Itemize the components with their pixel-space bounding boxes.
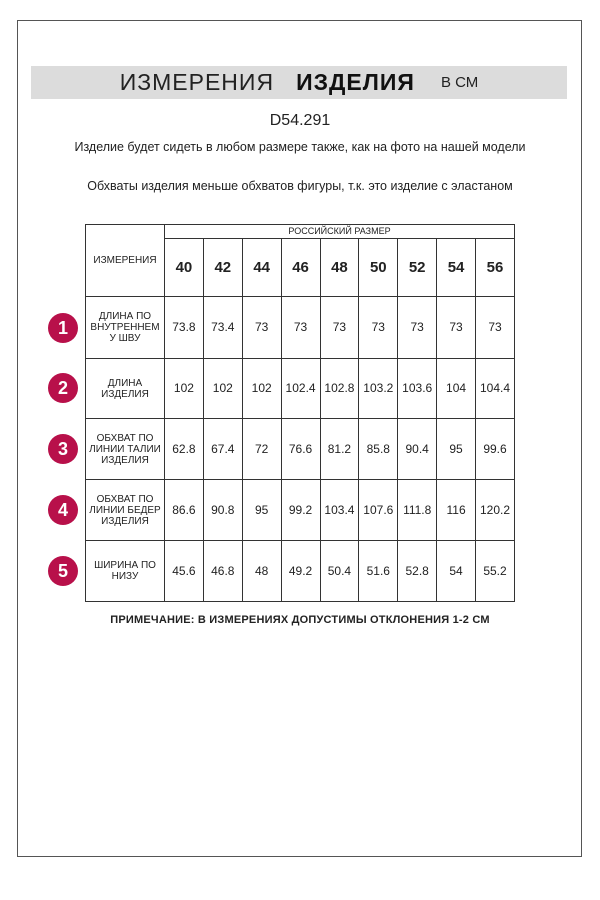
value-cell: 49.2 — [281, 541, 320, 602]
value-cell: 81.2 — [320, 419, 359, 480]
row-label: ОБХВАТ ПО ЛИНИИ БЕДЕР ИЗДЕЛИЯ — [86, 480, 165, 541]
value-cell: 99.2 — [281, 480, 320, 541]
value-cell: 90.8 — [203, 480, 242, 541]
value-cell: 116 — [437, 480, 476, 541]
value-cell: 102 — [165, 359, 204, 419]
value-cell: 102.8 — [320, 359, 359, 419]
fit-note: Изделие будет сидеть в любом размере также, как на фото на нашей модели — [74, 140, 526, 154]
value-cell: 95 — [242, 480, 281, 541]
value-cell: 102 — [203, 359, 242, 419]
value-cell: 72 — [242, 419, 281, 480]
measurements-header: ИЗМЕРЕНИЯ — [86, 225, 165, 297]
size-header: 44 — [242, 239, 281, 297]
row-number-badge: 5 — [48, 556, 78, 586]
article-code: D54.291 — [269, 112, 331, 129]
title-bar — [31, 66, 567, 99]
row-label: ОБХВАТ ПО ЛИНИИ ТАЛИИ ИЗДЕЛИЯ — [86, 419, 165, 480]
value-cell: 103.6 — [398, 359, 437, 419]
title-unit: В СМ — [440, 74, 479, 91]
table-row — [86, 541, 515, 602]
row-number-badge: 1 — [48, 313, 78, 343]
value-cell: 90.4 — [398, 419, 437, 480]
size-header: 56 — [476, 239, 515, 297]
size-header: 48 — [320, 239, 359, 297]
value-cell: 103.2 — [359, 359, 398, 419]
size-header: 40 — [165, 239, 204, 297]
row-number-badge: 2 — [48, 373, 78, 403]
value-cell: 73 — [281, 297, 320, 359]
size-header: 50 — [359, 239, 398, 297]
value-cell: 54 — [437, 541, 476, 602]
value-cell: 111.8 — [398, 480, 437, 541]
value-cell: 120.2 — [476, 480, 515, 541]
size-header: 42 — [203, 239, 242, 297]
value-cell: 55.2 — [476, 541, 515, 602]
measurements-table — [85, 224, 515, 602]
value-cell: 102.4 — [281, 359, 320, 419]
value-cell: 73.4 — [203, 297, 242, 359]
value-cell: 73 — [242, 297, 281, 359]
value-cell: 52.8 — [398, 541, 437, 602]
value-cell: 51.6 — [359, 541, 398, 602]
value-cell: 73 — [437, 297, 476, 359]
size-header: 46 — [281, 239, 320, 297]
table-row — [86, 297, 515, 359]
row-number-badge: 3 — [48, 434, 78, 464]
value-cell: 73 — [476, 297, 515, 359]
value-cell: 86.6 — [165, 480, 204, 541]
value-cell: 45.6 — [165, 541, 204, 602]
value-cell: 67.4 — [203, 419, 242, 480]
value-cell: 73.8 — [165, 297, 204, 359]
value-cell: 104 — [437, 359, 476, 419]
value-cell: 73 — [398, 297, 437, 359]
value-cell: 102 — [242, 359, 281, 419]
table-row — [86, 480, 515, 541]
table-row — [86, 419, 515, 480]
title-part1: ИЗМЕРЕНИЯ — [119, 69, 275, 95]
value-cell: 73 — [320, 297, 359, 359]
value-cell: 107.6 — [359, 480, 398, 541]
value-cell: 85.8 — [359, 419, 398, 480]
value-cell: 50.4 — [320, 541, 359, 602]
title-part2: ИЗДЕЛИЯ — [296, 69, 415, 95]
value-cell: 73 — [359, 297, 398, 359]
value-cell: 62.8 — [165, 419, 204, 480]
size-header: 52 — [398, 239, 437, 297]
table-row — [86, 359, 515, 419]
value-cell: 46.8 — [203, 541, 242, 602]
value-cell: 95 — [437, 419, 476, 480]
size-header: 54 — [437, 239, 476, 297]
value-cell: 76.6 — [281, 419, 320, 480]
value-cell: 104.4 — [476, 359, 515, 419]
value-cell: 48 — [242, 541, 281, 602]
size-group-header: РОССИЙСКИЙ РАЗМЕР — [165, 225, 515, 239]
value-cell: 103.4 — [320, 480, 359, 541]
row-label: ШИРИНА ПО НИЗУ — [86, 541, 165, 602]
row-label: ДЛИНА ИЗДЕЛИЯ — [86, 359, 165, 419]
row-label: ДЛИНА ПО ВНУТРЕННЕМ У ШВУ — [86, 297, 165, 359]
tolerance-footnote: ПРИМЕЧАНИЕ: В ИЗМЕРЕНИЯХ ДОПУСТИМЫ ОТКЛОНЕНИЯ 1-2 СМ — [110, 614, 490, 626]
row-number-badge: 4 — [48, 495, 78, 525]
elastane-note: Обхваты изделия меньше обхватов фигуры, т.к. это изделие с эластаном — [87, 179, 513, 193]
value-cell: 99.6 — [476, 419, 515, 480]
